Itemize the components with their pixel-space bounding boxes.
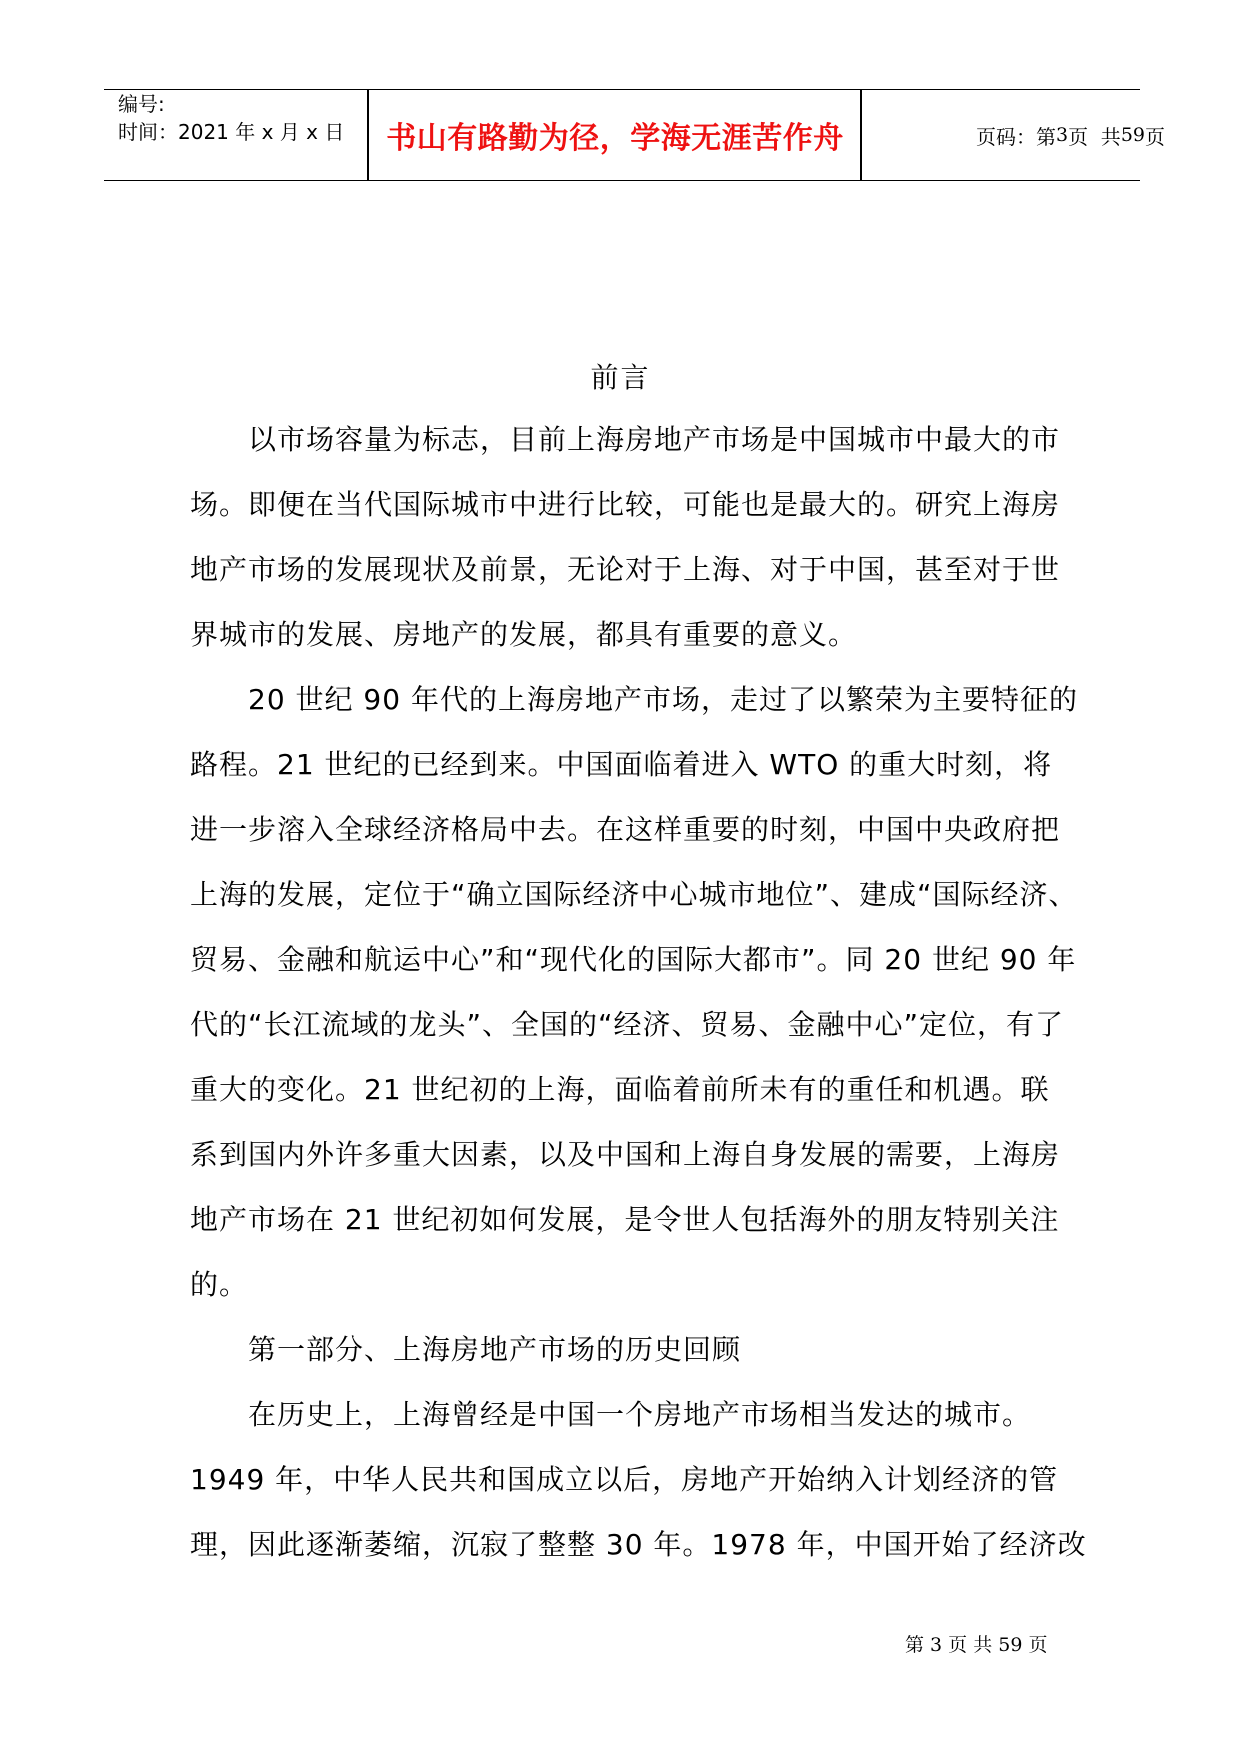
body-line: 在历史上，上海曾经是中国一个房地产市场相当发达的城市。 [190,1398,1032,1431]
body-line: 进一步溶入全球经济格局中去。在这样重要的时刻，中国中央政府把 [190,813,1061,846]
document-title: 前言 [590,361,651,394]
page-footer: 第 3 页 共 59 页 [905,1634,1048,1656]
body-line: 代的“长江流域的龙头”、全国的“经济、贸易、金融中心”定位，有了 [190,1008,1065,1041]
body-line: 20 世纪 90 年代的上海房地产市场，走过了以繁荣为主要特征的 [190,683,1078,716]
header-page-info [962,90,1165,180]
number-label: 编号: [118,92,165,116]
body-line: 上海的发展，定位于“确立国际经济中心城市地位”、建成“国际经济、 [190,878,1078,911]
page-mid: 页 共 [1068,124,1121,149]
page-current: 3 [1056,124,1069,146]
body-line: 1949 年，中华人民共和国成立以后，房地产开始纳入计划经济的管 [190,1463,1059,1496]
body-line: 地产市场在 21 世纪初如何发展，是令世人包括海外的朋友特别关注 [190,1203,1060,1236]
body-line: 以市场容量为标志，目前上海房地产市场是中国城市中最大的市 [190,423,1061,456]
body-line: 理，因此逐渐萎缩，沉寂了整整 30 年。1978 年，中国开始了经济改 [190,1528,1087,1561]
header-motto: 书山有路勤为径，学海无涯苦作舟 [386,121,844,156]
page-label: 页码：第 [976,124,1056,149]
body-line: 重大的变化。21 世纪初的上海，面临着前所未有的重任和机遇。联 [190,1073,1050,1106]
body-line: 路程。21 世纪的已经到来。中国面临着进入 WTO 的重大时刻，将 [190,748,1053,781]
header-divider-right [860,90,862,180]
body-line: 界城市的发展、房地产的发展，都具有重要的意义。 [190,618,858,651]
body-line: 贸易、金融和航运中心”和“现代化的国际大都市”。同 20 世纪 90 年 [190,943,1077,976]
time-label: 时间：2021 年 x 月 x 日 [118,120,345,144]
page-end: 页 [1145,124,1165,149]
body-line: 地产市场的发展现状及前景，无论对于上海、对于中国，甚至对于世 [190,553,1061,586]
section-heading: 第一部分、上海房地产市场的历史回顾 [190,1333,742,1366]
body-line: 的。 [190,1268,249,1301]
page-header [104,89,1165,181]
body-line: 场。即便在当代国际城市中进行比较，可能也是最大的。研究上海房 [190,488,1061,521]
body-line: 系到国内外许多重大因素，以及中国和上海自身发展的需要，上海房 [190,1138,1061,1171]
header-meta [104,90,368,180]
page-total: 59 [1120,124,1145,146]
